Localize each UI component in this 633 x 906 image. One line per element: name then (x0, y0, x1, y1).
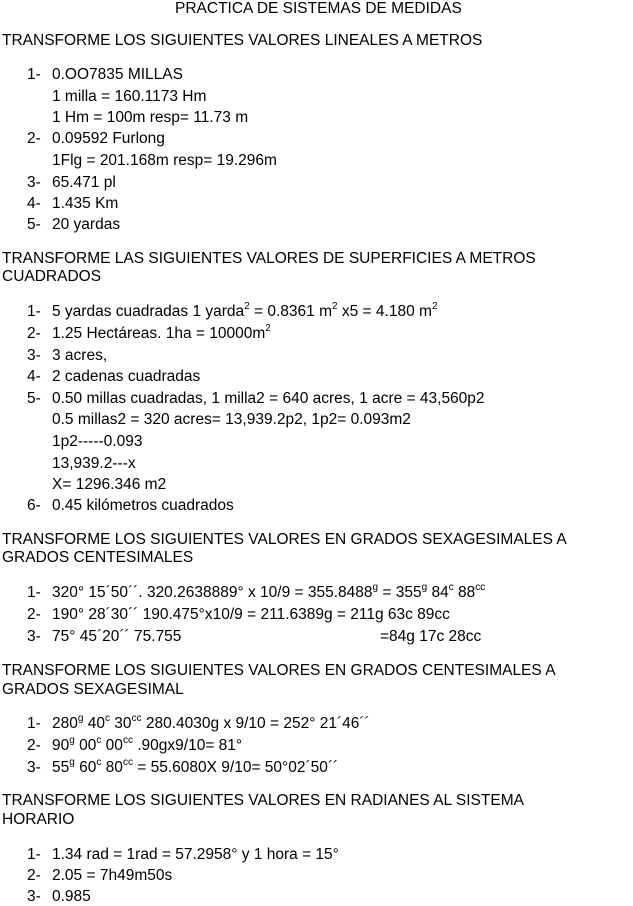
item-text: 0.OO7835 MILLAS (52, 66, 183, 83)
item-number: 1- (27, 584, 41, 601)
item-number: 2- (27, 867, 41, 884)
item-text: 90$^g$ 00$^c$ $00^{cc}$ .90gx9/10= 81° (52, 734, 243, 754)
item-text: 0.45 kilómetros cuadrados (52, 497, 234, 514)
item-text: 1 milla = 160.1173 Hm (52, 88, 207, 105)
item-text: 65.471 pl (52, 174, 116, 191)
item-number: 2- (27, 325, 41, 342)
item-number: 1- (27, 303, 41, 320)
item-text: 0.09592 Furlong (52, 130, 165, 147)
item-text: 2 cadenas cuadradas (52, 368, 201, 385)
item-text: 75° 45´20´´ 75.755 (52, 628, 182, 645)
item-text: X= 1296.346 m2 (52, 476, 167, 493)
item-text: 0.5 millas2 = 320 acres= 13,939.2p2, 1p2= 0.093m2 (52, 411, 411, 428)
item-text: 190° 28´30´´ 190.475°x10/9 = 211.6389g = 211g 63c 89cc (52, 606, 450, 623)
item-text: 2.05 = 7h49m50s (52, 867, 173, 884)
item-text: 1.25 Hectáreas. $1ha = 10000m^2$ (52, 322, 271, 342)
item-number: 1- (27, 846, 41, 863)
item-number: 4- (27, 195, 41, 212)
section-heading: TRANSFORME LOS SIGUIENTES VALORES LINEALES A METROS (2, 32, 483, 49)
item-number: 5- (27, 390, 41, 407)
item-number: 3- (27, 174, 41, 191)
page-title: PRACTICA DE SISTEMAS DE MEDIDAS (175, 0, 462, 17)
item-text: 13,939.2---x (52, 455, 136, 472)
section-heading: TRANSFORME LOS SIGUIENTES VALORES EN GRADOS SEXAGESIMALES A (2, 531, 567, 548)
item-number: 2- (27, 737, 41, 754)
item-result: =84g 17c 28cc (380, 628, 482, 645)
item-number: 2- (27, 130, 41, 147)
section-heading: TRANSFORME LOS SIGUIENTES VALORES EN GRADOS CENTESIMALES A (2, 662, 556, 679)
item-number: 4- (27, 368, 41, 385)
item-text: 0.985 (52, 888, 91, 905)
item-number: 3- (27, 347, 41, 364)
item-number: 1- (27, 715, 41, 732)
item-text: 1Flg = 201.168m resp= 19.296m (52, 152, 277, 169)
item-number: 5- (27, 216, 41, 233)
item-text: 1.435 Km (52, 195, 119, 212)
item-number: 3- (27, 888, 41, 905)
section-heading: HORARIO (2, 811, 75, 828)
section-heading: TRANSFORME LOS SIGUIENTES VALORES EN RADIANES AL SISTEMA (2, 792, 524, 809)
item-text: 280$^g$ 40$^c$ $30^{cc}$ 280.4030g x 9/10 = 252° 21´46´´ (52, 712, 370, 732)
item-text: 1.34 rad = 1rad = 57.2958° y 1 hora = 15° (52, 846, 339, 863)
item-number: 2- (27, 606, 41, 623)
item-text: 320° 15´50´´. 320.2638889° x $10/9 = 355.8488^g = 355^g$ 84$^c$ $88^{cc}$ (52, 581, 486, 601)
section-heading: GRADOS CENTESIMALES (2, 549, 194, 566)
item-text: 3 acres, (52, 347, 108, 364)
item-text: 1p2-----0.093 (52, 433, 143, 450)
item-text: 20 yardas (52, 216, 121, 233)
item-text: 1 Hm = 100m resp= 11.73 m (52, 109, 249, 126)
item-number: 1- (27, 66, 41, 83)
section-heading: TRANSFORME LAS SIGUIENTES VALORES DE SUPERFICIES A METROS (2, 250, 536, 267)
item-number: 6- (27, 497, 41, 514)
item-text: 0.50 millas cuadradas, 1 milla2 = 640 acres, 1 acre = 43,560p2 (52, 390, 485, 407)
item-number: 3- (27, 759, 41, 776)
item-text: 55$^g$ 60$^c$ $80^{cc} = 55.6080X$ 9/10= 50°02´50´´ (52, 756, 339, 776)
item-text: 5 yardas cuadradas 1 yarda$^2$ = 0.8361 $m^2$ x5 = 4.180 $m^2$ (52, 300, 438, 320)
item-number: 3- (27, 628, 41, 645)
section-heading: GRADOS SEXAGESIMAL (2, 681, 184, 698)
section-heading: CUADRADOS (2, 268, 102, 285)
